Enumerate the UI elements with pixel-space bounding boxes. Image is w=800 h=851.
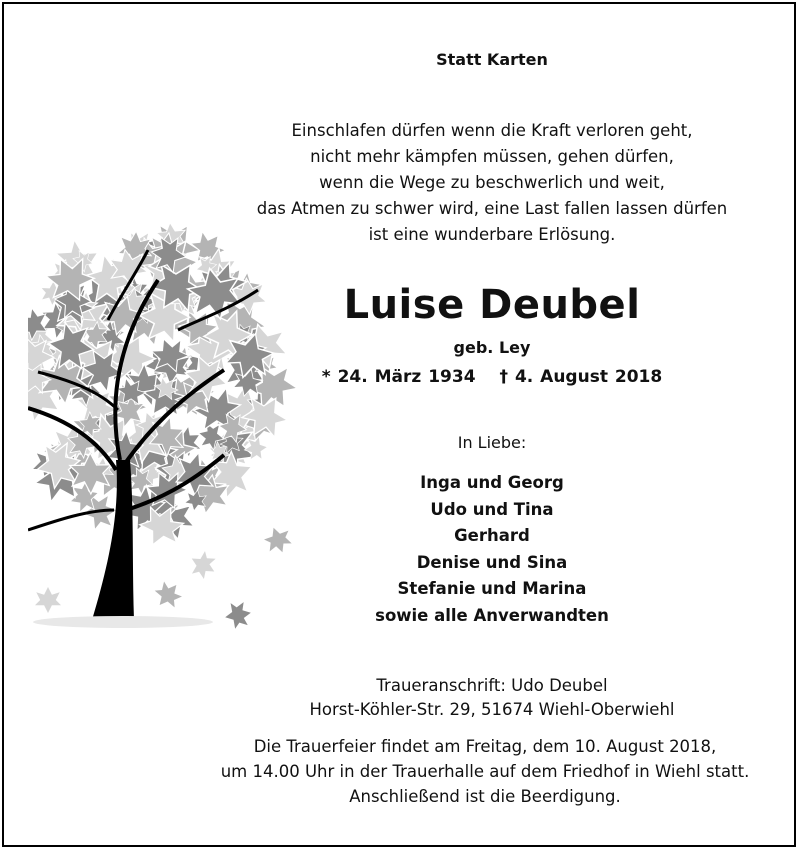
mourning-address [92,674,800,722]
ceremony-line: Die Trauerfeier findet am Freitag, dem 10. August 2018, [253,737,717,756]
deceased-name: Luise Deubel [343,282,641,328]
mourners-list [92,470,800,629]
mourner-name: Gerhard [454,526,530,545]
ceremony-line: um 14.00 Uhr in der Trauerhalle auf dem Friedhof in Wiehl statt. [220,762,750,781]
birth-date: * 24. März 1934 [321,367,476,387]
ceremony-info [85,734,800,809]
poem-line: ist eine wunderbare Erlösung. [368,225,616,244]
mourner-name: Stefanie und Marina [397,579,587,598]
falling-leaf [35,587,61,613]
mourner-name: Denise und Sina [416,552,568,572]
header-text: Statt Karten [436,50,548,69]
life-dates [92,367,800,387]
ceremony-line: Anschließend ist die Beerdigung. [349,787,621,806]
mourner-name: Inga und Georg [420,473,564,492]
address-line: Traueranschrift: Udo Deubel [376,676,608,695]
poem-line: das Atmen zu schwer wird, eine Last fallen lassen dürfen [256,199,728,218]
poem-line: nicht mehr kämpfen müssen, gehen dürfen, [310,147,674,166]
poem-line: wenn die Wege zu beschwerlich und weit, [319,173,665,192]
maiden-name: geb. Ley [453,338,531,357]
death-date: † 4. August 2018 [499,367,663,387]
address-line: Horst-Köhler-Str. 29, 51674 Wiehl-Oberwiehl [309,700,675,719]
mourner-name: sowie alle Anverwandten [375,605,609,625]
poem-line: Einschlafen dürfen wenn die Kraft verloren geht, [291,121,693,140]
mourner-name: Udo und Tina [430,499,554,519]
poem [92,118,800,248]
love-label: In Liebe: [457,433,527,452]
